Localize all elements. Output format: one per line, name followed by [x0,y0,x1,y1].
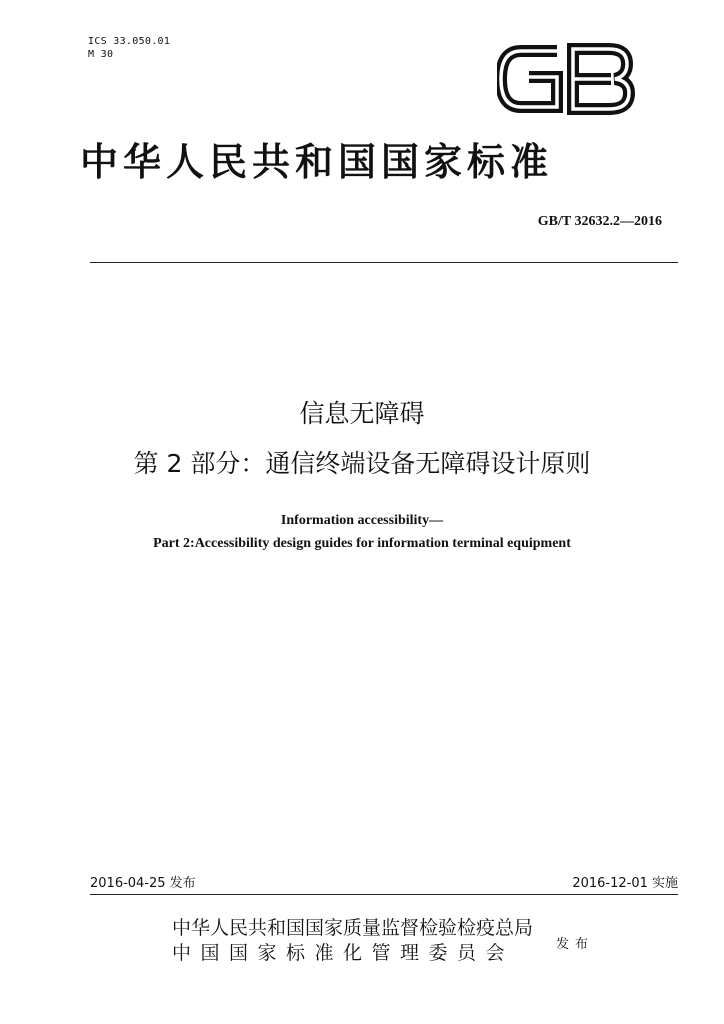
top-divider [90,262,678,263]
gb-logo [497,43,637,115]
issuer-aqsiq: 中华人民共和国国家质量监督检验检疫总局 [172,917,534,939]
standard-number: GB/T 32632.2—2016 [537,214,662,229]
gb-logo-g-outer [501,51,557,107]
document-title-en-line1: Information accessibility— [280,513,444,528]
publish-label: 发布 [556,937,595,952]
ics-code: ICS 33.050.01 [88,36,171,47]
document-title-cn-line1: 信息无障碍 [299,399,425,428]
document-title-cn-line2: 第 2 部分：通信终端设备无障碍设计原则 [133,449,591,478]
implementation-date: 2016-12-01 实施 [572,876,678,891]
bottom-divider [90,894,678,895]
publish-date: 2016-04-25 发布 [90,876,196,891]
standard-type-title: 中华人民共和国国家标准 [80,139,554,184]
ccs-code: M 30 [88,49,114,60]
document-title-en-line2: Part 2:Accessibility design guides for information terminal equipment [153,536,571,551]
issuer-sac: 中国国家标准化管理委员会 [172,942,515,964]
